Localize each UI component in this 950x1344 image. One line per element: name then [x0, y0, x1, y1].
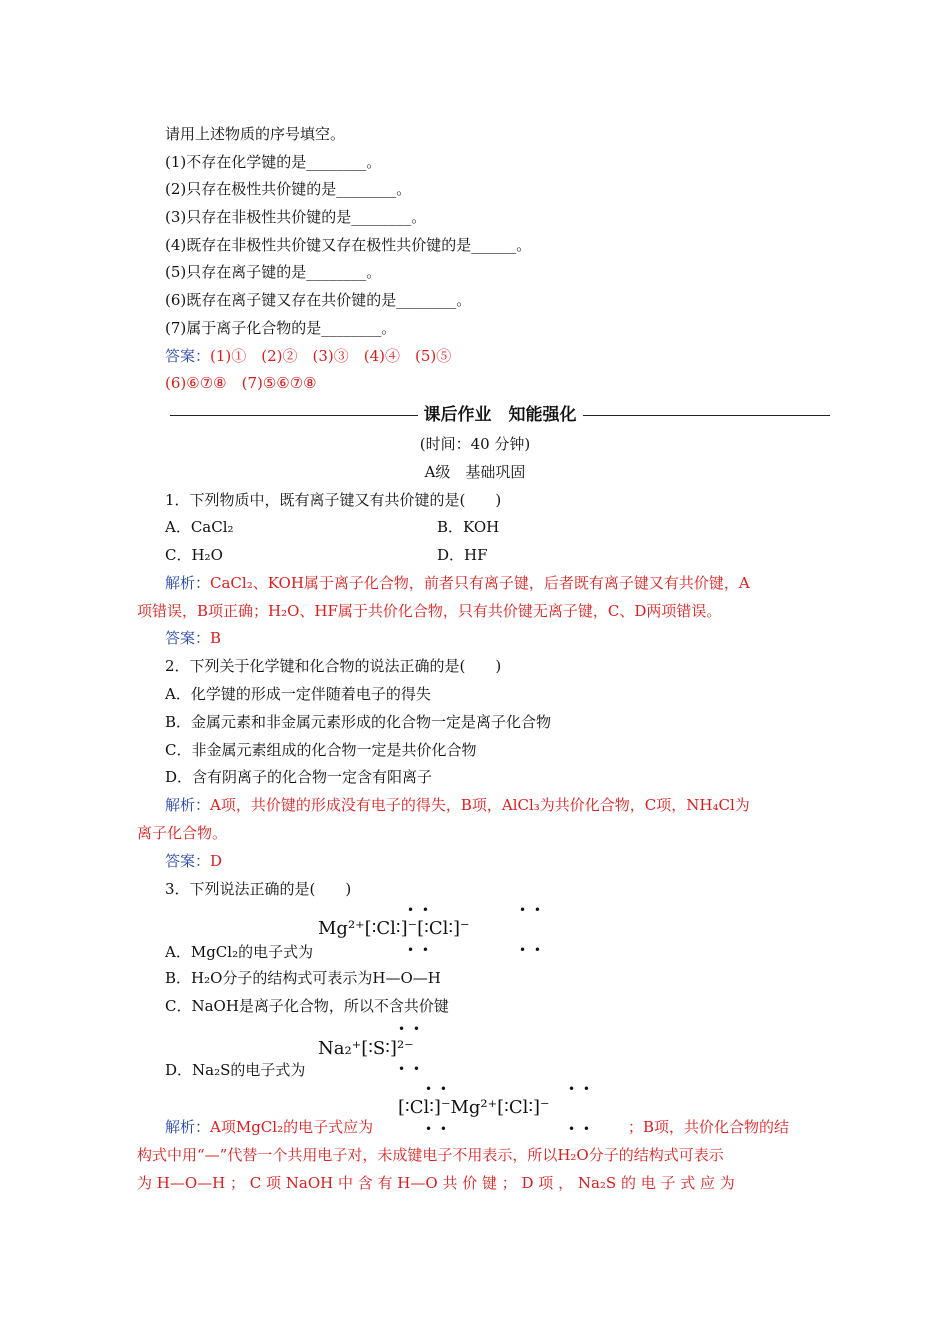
q3-option-c: C．NaOH是离子化合物，所以不含共价键 — [165, 997, 449, 1015]
answer-label: 答案： — [165, 852, 211, 870]
fill-question: (4)既存在非极性共价键又存在极性共价键的是______。 — [165, 236, 532, 254]
fill-question: (1)不存在化学键的是________。 — [165, 153, 382, 171]
q2-option-d: D．含有阴离子的化合物一定含有阳离子 — [165, 768, 433, 786]
q2-stem: 2．下列关于化学键和化合物的说法正确的是( ) — [165, 657, 502, 675]
electron-dots: • • — [519, 943, 543, 957]
q3-option-a: A．MgCl₂的电子式为 — [165, 943, 314, 961]
q3-analysis-tail: ；B项，共价化合物的结 — [628, 1118, 790, 1136]
fill-question: (3)只存在非极性共价键的是________。 — [165, 208, 427, 226]
fill-question: (7)属于离子化合物的是________。 — [165, 319, 397, 337]
electron-dots: • • — [568, 1082, 592, 1096]
answer-text: D — [210, 852, 223, 870]
q1-analysis — [165, 573, 750, 593]
q1-analysis-cont: 项错误，B项正确；H₂O、HF属于共价化合物，只有共价键无离子键，C、D两项错误。 — [137, 602, 722, 620]
section-banner — [170, 403, 830, 427]
q1-stem: 1．下列物质中，既有离子键又有共价键的是( ) — [165, 491, 502, 509]
banner-title: 课后作业 知能强化 — [418, 405, 583, 425]
time-limit: (时间：40 分钟) — [419, 435, 531, 453]
analysis-text: A项MgCl₂的电子式应为 — [210, 1118, 374, 1136]
answer-text: B — [210, 629, 222, 647]
analysis-text: CaCl₂、KOH属于离子化合物，前者只有离子键，后者既有离子键又有共价键，A — [210, 574, 750, 592]
q3-formula-correct: [∶Cl∶]⁻Mg²⁺[∶Cl∶]⁻ — [398, 1097, 550, 1118]
q2-option-b: B．金属元素和非金属元素形成的化合物一定是离子化合物 — [165, 713, 552, 731]
q3-option-b: B．H₂O分子的结构式可表示为H—O—H — [165, 969, 441, 987]
q1-option-b: B．KOH — [437, 518, 500, 536]
electron-dots: • • — [519, 903, 543, 917]
electron-dots: • • — [398, 1062, 422, 1076]
q3-stem: 3．下列说法正确的是( ) — [165, 880, 352, 898]
q3-analysis — [165, 1117, 373, 1137]
q1-answer — [165, 628, 221, 648]
answer-label: 答案： — [165, 629, 211, 647]
fill-question: (6)既存在离子键又存在共价键的是________。 — [165, 291, 472, 309]
analysis-label: 解析： — [165, 796, 211, 814]
q2-analysis — [165, 795, 750, 815]
electron-dots: • • — [425, 1122, 449, 1136]
q3-option-d: D．Na₂S的电子式为 — [165, 1061, 306, 1079]
fill-question: (5)只存在离子键的是________。 — [165, 263, 382, 281]
answer-label: 答案： — [165, 347, 211, 365]
level-heading: A级 基础巩固 — [424, 463, 526, 481]
fill-question: (2)只存在极性共价键的是________。 — [165, 180, 412, 198]
q3-formula-d: Na₂⁺[∶S∶]²⁻ — [318, 1038, 414, 1059]
q1-option-a: A．CaCl₂ — [165, 518, 234, 536]
q3-analysis-cont: 构式中用“—”代替一个共用电子对，未成键电子不用表示，所以H₂O分子的结构式可表示 — [137, 1146, 724, 1164]
q1-option-c: C．H₂O — [165, 546, 223, 564]
electron-dots: • • — [398, 1022, 422, 1036]
answer-text: (1)① (2)② (3)③ (4)④ (5)⑤ — [210, 347, 452, 365]
fill-answer — [165, 346, 451, 366]
electron-dots: • • — [568, 1122, 592, 1136]
q1-option-d: D．HF — [437, 546, 488, 564]
electron-dots: • • — [425, 1082, 449, 1096]
analysis-label: 解析： — [165, 1118, 211, 1136]
q3-analysis-cont: 为 H—O—H ； C 项 NaOH 中 含 有 H—O 共 价 键 ； D 项 ， Na₂S 的 电 子 式 应 为 — [137, 1174, 735, 1192]
analysis-label: 解析： — [165, 574, 211, 592]
q2-answer — [165, 851, 222, 871]
q2-option-c: C．非金属元素组成的化合物一定是共价化合物 — [165, 741, 477, 759]
intro: 请用上述物质的序号填空。 — [165, 125, 346, 143]
electron-dots: • • — [407, 903, 431, 917]
q3-formula-a: Mg²⁺[∶Cl∶]⁻[∶Cl∶]⁻ — [318, 918, 470, 939]
q2-option-a: A．化学键的形成一定伴随着电子的得失 — [165, 685, 431, 703]
q2-analysis-cont: 离子化合物。 — [137, 824, 228, 842]
electron-dots: • • — [407, 943, 431, 957]
fill-answer-cont: (6)⑥⑦⑧ (7)⑤⑥⑦⑧ — [165, 374, 317, 392]
analysis-text: A项，共价键的形成没有电子的得失，B项，AlCl₃为共价化合物，C项，NH₄Cl为 — [210, 796, 750, 814]
